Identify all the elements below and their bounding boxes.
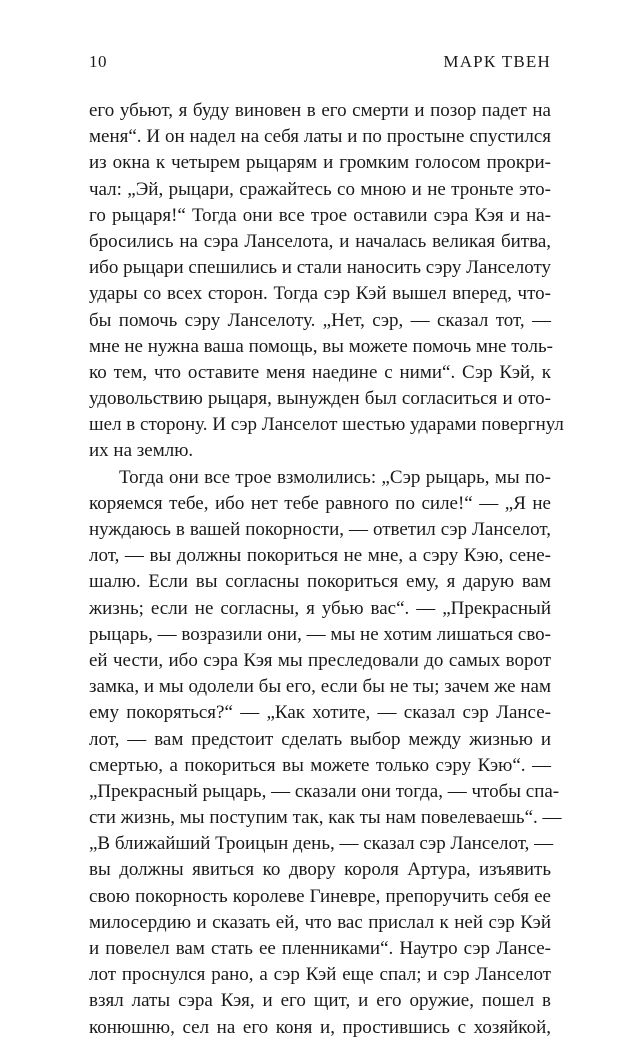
text-line: чал: „Эй, рыцари, сражайтесь со мною и не троньте это-	[89, 178, 551, 200]
text-line: жизнь; если не согласны, я убью вас“. — „Прекрасный	[89, 597, 551, 619]
paragraph-first-line: Тогда они все трое взмолились: „Сэр рыцарь, мы по-	[119, 466, 551, 488]
text-line: „В ближайший Троицын день, — сказал сэр Ланселот, —	[89, 833, 554, 855]
text-line: лот, — вы должны покориться не мне, а сэру Кэю, сене-	[89, 545, 551, 567]
text-line: ему покоряться?“ — „Как хотите, — сказал сэр Лансе-	[89, 702, 551, 724]
text-line: го рыцаря!“ Тогда они все трое оставили сэра Кэя и на-	[89, 204, 551, 226]
text-line: удовольствию рыцаря, вынужден был согласиться и ото-	[89, 388, 551, 410]
text-line: смертью, а покориться вы можете только сэру Кэю“. —	[89, 754, 551, 776]
text-line: ибо рыцари спешились и стали наносить сэру Ланселоту	[89, 257, 551, 279]
text-line: ей чести, ибо сэра Кэя мы преследовали до самых ворот	[89, 649, 551, 671]
text-line: ко тем, что оставите меня наедине с ними“. Сэр Кэй, к	[89, 361, 551, 383]
page-number: 10	[89, 52, 107, 71]
text-line: свою покорность королеве Гиневре, препоручить себя ее	[89, 885, 551, 907]
text-line: вы должны явиться ко двору короля Артура, изъявить	[89, 859, 551, 881]
text-line: взял латы сэра Кэя, и его щит, и его оружие, пошел в	[89, 990, 551, 1012]
text-line: меня“. И он надел на себя латы и по простыне спустился	[89, 126, 551, 148]
text-line: рыцарь, — возразили они, — мы не хотим лишаться сво-	[89, 623, 551, 645]
text-line: из окна к четырем рыцарям и громким голосом прокри-	[89, 152, 551, 174]
text-line: замка, и мы одолели бы его, если бы не ты; зачем же нам	[89, 676, 551, 698]
text-line: и повелел вам стать ее пленниками“. Наутро сэр Лансе-	[89, 938, 551, 959]
text-line: удары со всех сторон. Тогда сэр Кэй вышел вперед, что-	[89, 283, 551, 305]
text-line: нуждаюсь в вашей покорности, — ответил сэр Ланселот,	[89, 519, 551, 540]
body-text	[89, 98, 564, 1041]
text-line: мне не нужна ваша помощь, вы можете помочь мне толь-	[89, 335, 554, 357]
running-title: МАРК ТВЕН	[443, 52, 551, 71]
text-line: коряемся тебе, ибо нет тебе равного по силе!“ — „Я не	[89, 492, 551, 514]
text-line: „Прекрасный рыцарь, — сказали они тогда, — чтобы спа-	[89, 780, 560, 802]
text-line: сти жизнь, мы поступим так, как ты нам повелеваешь“. —	[89, 807, 562, 829]
text-line: его убьют, я буду виновен в его смерти и позор падет на	[89, 100, 551, 121]
text-line: бросились на сэра Ланселота, и началась великая битва,	[89, 230, 551, 252]
text-line: конюшню, сел на его коня и, простившись с хозяйкой,	[89, 1016, 551, 1038]
text-line: шел в сторону. И сэр Ланселот шестью ударами повергнул	[89, 414, 564, 436]
text-line: милосердию и сказать ей, что вас прислал к ней сэр Кэй	[89, 911, 551, 933]
paragraph-end-line: их на землю.	[89, 440, 194, 462]
text-line: шалю. Если вы согласны покориться ему, я дарую вам	[89, 571, 551, 593]
text-line: лот проснулся рано, а сэр Кэй еще спал; и сэр Ланселот	[89, 964, 551, 986]
text-line: лот, — вам предстоит сделать выбор между жизнью и	[89, 728, 551, 750]
running-header	[89, 52, 551, 76]
text-line: бы помочь сэру Ланселоту. „Нет, сэр, — сказал тот, —	[89, 309, 551, 331]
